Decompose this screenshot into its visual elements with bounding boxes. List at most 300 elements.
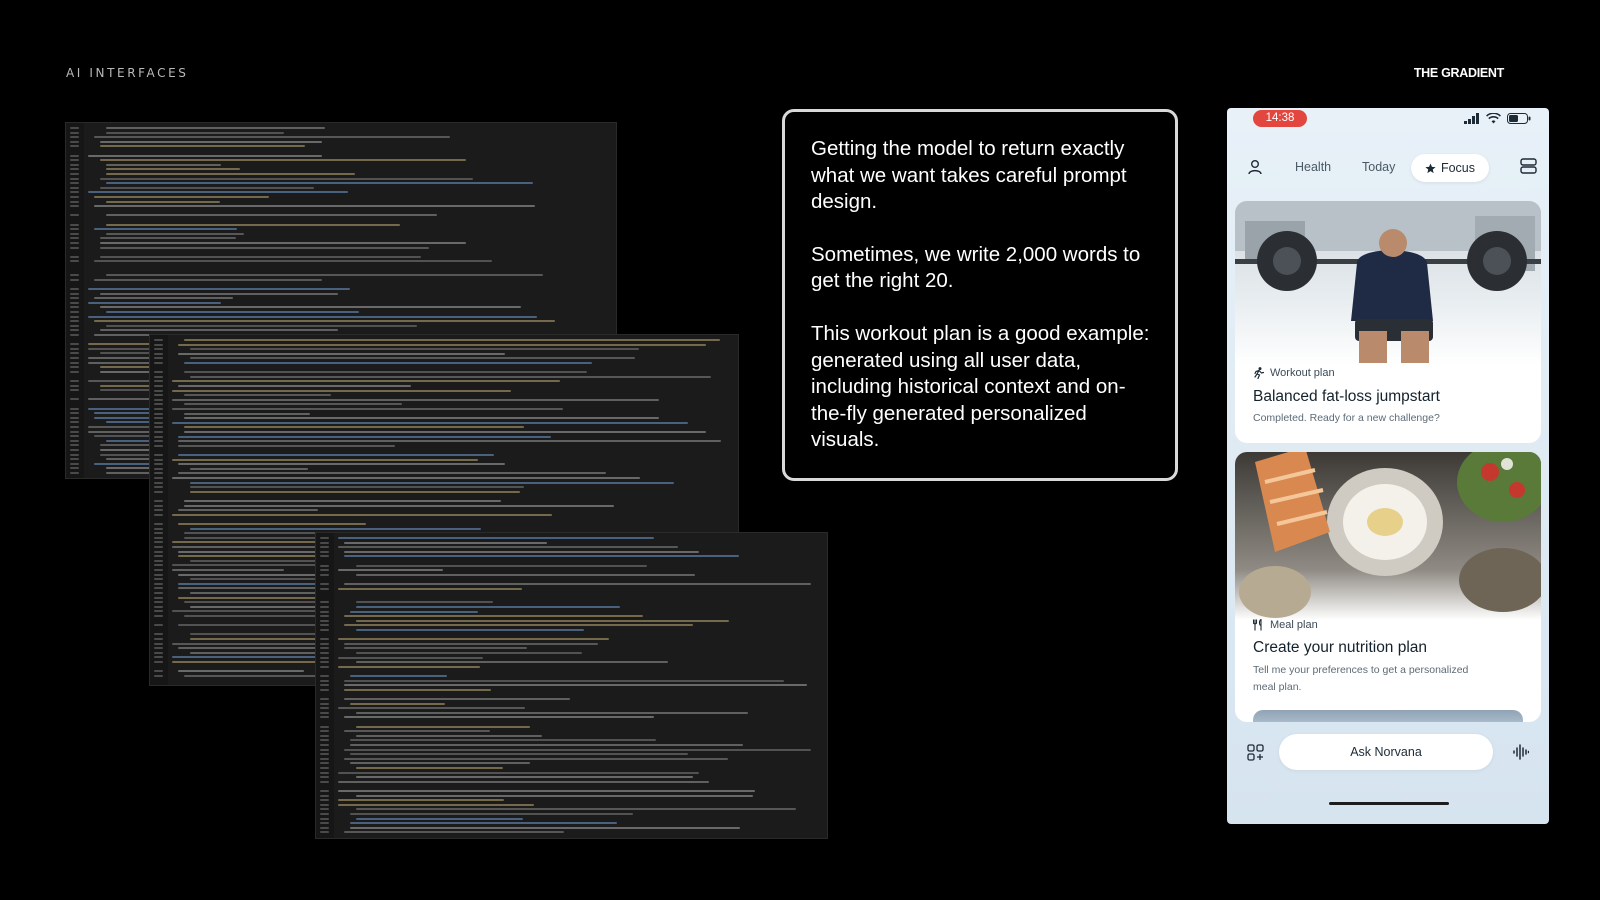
code-line: [100, 329, 338, 331]
code-line: [70, 205, 79, 207]
code-line: [70, 454, 79, 456]
code-line: [344, 758, 728, 760]
code-line: [320, 753, 329, 755]
code-line: [178, 344, 706, 346]
code-line: [178, 523, 366, 525]
code-line: [338, 638, 609, 640]
code-line: [350, 744, 743, 746]
code-line: [154, 606, 163, 608]
code-line: [320, 767, 329, 769]
code-line: [190, 486, 524, 488]
code-line: [320, 629, 329, 631]
code-line: [320, 551, 329, 553]
code-line: [320, 666, 329, 668]
code-line: [350, 822, 617, 824]
code-line: [70, 325, 79, 327]
apps-grid-icon[interactable]: [1247, 744, 1264, 761]
code-line: [172, 408, 563, 410]
code-line: [100, 141, 322, 143]
code-line: [70, 417, 79, 419]
code-line: [320, 818, 329, 820]
code-line: [320, 735, 329, 737]
code-line: [350, 611, 478, 613]
code-line: [154, 482, 163, 484]
code-line: [356, 735, 542, 737]
code-line: [344, 647, 527, 649]
running-person-icon: [1253, 367, 1264, 379]
code-line: [154, 514, 163, 516]
code-line: [154, 445, 163, 447]
code-line: [338, 666, 480, 668]
meal-kicker: [1253, 619, 1318, 631]
code-line: [320, 652, 329, 654]
stack-menu-icon[interactable]: [1520, 158, 1537, 174]
code-line: [338, 707, 525, 709]
code-line: [184, 403, 402, 405]
code-line: [106, 182, 533, 184]
code-line: [106, 224, 400, 226]
code-line: [320, 799, 329, 801]
code-line: [70, 385, 79, 387]
code-line: [70, 178, 79, 180]
code-line: [106, 274, 543, 276]
code-line: [106, 164, 221, 166]
meal-photo: [1235, 452, 1541, 620]
code-line: [320, 537, 329, 539]
code-line: [154, 555, 163, 557]
code-line: [70, 408, 79, 410]
code-line: [178, 509, 318, 511]
code-line: [70, 426, 79, 428]
code-line: [154, 505, 163, 507]
code-line: [320, 620, 329, 622]
code-line: [100, 187, 314, 189]
code-line: [178, 436, 551, 438]
code-line: [344, 555, 739, 557]
code-line: [70, 380, 79, 382]
code-line: [70, 362, 79, 364]
code-line: [320, 781, 329, 783]
workout-plan-card[interactable]: [1235, 201, 1541, 443]
code-line: [344, 680, 784, 682]
code-line: [154, 615, 163, 617]
code-line: [154, 362, 163, 364]
code-line: [356, 661, 668, 663]
code-line: [154, 675, 163, 677]
meal-kicker-label: Meal plan: [1270, 619, 1318, 631]
code-line: [320, 583, 329, 585]
code-line: [320, 707, 329, 709]
signal-icon: [1464, 113, 1480, 124]
code-line: [172, 477, 640, 479]
code-line: [70, 159, 79, 161]
code-line: [356, 565, 647, 567]
profile-icon[interactable]: [1247, 159, 1263, 175]
wifi-icon: [1486, 113, 1501, 124]
meal-plan-card[interactable]: [1235, 452, 1541, 722]
code-line: [320, 698, 329, 700]
code-line: [356, 776, 693, 778]
code-line: [320, 657, 329, 659]
code-line: [184, 371, 587, 373]
code-line: [338, 588, 522, 590]
code-line: [154, 601, 163, 603]
code-line: [320, 689, 329, 691]
code-line: [70, 302, 79, 304]
code-line: [320, 730, 329, 732]
home-indicator: [1329, 802, 1449, 805]
code-line: [100, 306, 521, 308]
code-line: [338, 804, 534, 806]
code-line: [154, 569, 163, 571]
code-line: [172, 459, 478, 461]
code-line: [70, 279, 79, 281]
code-line: [350, 739, 656, 741]
bottom-bar: [1227, 730, 1549, 824]
workout-photo: [1235, 201, 1541, 366]
code-line: [320, 758, 329, 760]
code-line: [190, 468, 308, 470]
section-label: AI INTERFACES: [66, 66, 189, 80]
code-line: [338, 657, 483, 659]
code-line: [154, 532, 163, 534]
code-line: [320, 726, 329, 728]
code-line: [344, 716, 654, 718]
code-line: [70, 242, 79, 244]
code-line: [320, 569, 329, 571]
code-line: [356, 629, 584, 631]
code-line: [88, 155, 322, 157]
code-line: [172, 380, 560, 382]
code-line: [94, 228, 237, 230]
code-line: [356, 712, 748, 714]
code-line: [154, 454, 163, 456]
code-line: [172, 569, 284, 571]
code-line: [106, 168, 240, 170]
code-line: [338, 781, 709, 783]
code-line: [70, 173, 79, 175]
workout-kicker-label: Workout plan: [1270, 367, 1335, 379]
code-line: [356, 808, 796, 810]
code-line: [154, 583, 163, 585]
battery-icon: [1507, 113, 1531, 124]
code-line: [70, 431, 79, 433]
code-line: [100, 293, 338, 295]
code-line: [320, 680, 329, 682]
code-line: [184, 426, 524, 428]
code-line: [100, 242, 466, 244]
code-line: [154, 509, 163, 511]
code-line: [154, 624, 163, 626]
code-line: [320, 638, 329, 640]
code-line: [154, 500, 163, 502]
code-line: [100, 237, 236, 239]
code-line: [154, 537, 163, 539]
code-line: [70, 187, 79, 189]
code-line: [172, 422, 688, 424]
code-line: [154, 597, 163, 599]
code-line: [184, 500, 501, 502]
code-line: [88, 191, 348, 193]
code-line: [70, 182, 79, 184]
code-line: [178, 440, 721, 442]
code-line: [70, 371, 79, 373]
code-line: [172, 390, 511, 392]
code-line: [70, 297, 79, 299]
code-line: [320, 795, 329, 797]
code-line: [70, 458, 79, 460]
code-line: [320, 606, 329, 608]
code-line: [320, 712, 329, 714]
code-line: [106, 132, 284, 134]
prompt-code-screenshot-3: [316, 533, 827, 838]
code-line: [338, 537, 654, 539]
code-line: [178, 463, 505, 465]
code-line: [70, 440, 79, 442]
code-line: [356, 818, 523, 820]
code-line: [154, 643, 163, 645]
code-line: [70, 224, 79, 226]
code-line: [344, 698, 570, 700]
code-line: [70, 472, 79, 474]
code-line: [100, 159, 466, 161]
code-line: [94, 320, 555, 322]
code-line: [100, 145, 305, 147]
code-line: [100, 178, 473, 180]
code-line: [350, 675, 447, 677]
code-line: [94, 260, 492, 262]
code-line: [106, 127, 325, 129]
code-line: [320, 684, 329, 686]
tab-focus-label: Focus: [1440, 161, 1476, 175]
code-line: [172, 399, 659, 401]
code-line: [338, 546, 678, 548]
code-line: [350, 703, 445, 705]
meal-title: Create your nutrition plan: [1253, 639, 1428, 656]
code-line: [184, 417, 659, 419]
code-line: [154, 652, 163, 654]
meal-description: Tell me your preferences to get a personalized meal plan.: [1253, 664, 1469, 693]
code-line: [356, 606, 620, 608]
code-line: [106, 233, 244, 235]
fork-knife-icon: [1253, 619, 1264, 631]
tab-health[interactable]: Health: [1295, 160, 1332, 174]
code-line: [320, 675, 329, 677]
code-line: [356, 601, 493, 603]
tab-today[interactable]: Today: [1362, 160, 1396, 174]
code-line: [356, 726, 530, 728]
code-line: [178, 454, 494, 456]
code-line: [70, 320, 79, 322]
code-line: [100, 256, 421, 258]
code-line: [88, 302, 221, 304]
code-line: [190, 376, 711, 378]
code-line: [88, 288, 350, 290]
code-line: [154, 578, 163, 580]
code-line: [88, 316, 537, 318]
tab-focus[interactable]: [1411, 154, 1489, 182]
code-line: [154, 491, 163, 493]
code-line: [344, 583, 811, 585]
code-line: [154, 431, 163, 433]
code-line: [320, 822, 329, 824]
code-line: [178, 385, 411, 387]
code-line: [94, 196, 269, 198]
code-line: [190, 491, 520, 493]
code-line: [154, 371, 163, 373]
status-icons: [1464, 113, 1531, 124]
code-line: [154, 523, 163, 525]
code-line: [350, 813, 633, 815]
code-line: [70, 136, 79, 138]
code-line: [106, 214, 437, 216]
code-line: [320, 574, 329, 576]
code-line: [320, 661, 329, 663]
code-line: [184, 505, 614, 507]
code-line: [184, 431, 706, 433]
workout-title: Balanced fat-loss jumpstart: [1253, 388, 1440, 405]
code-line: [70, 389, 79, 391]
code-line: [320, 744, 329, 746]
code-line: [154, 376, 163, 378]
code-line: [154, 661, 163, 663]
code-line: [344, 542, 547, 544]
code-line: [94, 279, 322, 281]
code-line: [184, 532, 332, 534]
code-line: [184, 394, 331, 396]
code-line: [172, 514, 552, 516]
code-line: [154, 408, 163, 410]
code-line: [106, 173, 355, 175]
code-line: [344, 749, 811, 751]
code-line: [356, 620, 729, 622]
code-line: [320, 615, 329, 617]
phone-screen: [1227, 108, 1549, 824]
code-line: [94, 205, 535, 207]
status-bar: [1227, 108, 1549, 138]
code-line: [70, 274, 79, 276]
code-line: [70, 435, 79, 437]
code-line: [184, 339, 720, 341]
code-line: [154, 647, 163, 649]
code-line: [350, 762, 530, 764]
code-line: [154, 638, 163, 640]
top-nav: [1227, 152, 1549, 182]
code-line: [320, 790, 329, 792]
code-line: [106, 311, 359, 313]
code-line: [338, 799, 504, 801]
code-line: [70, 343, 79, 345]
code-line: [154, 413, 163, 415]
code-line: [338, 772, 699, 774]
code-line: [94, 136, 450, 138]
code-line: [344, 684, 807, 686]
code-line: [70, 348, 79, 350]
code-line: [70, 357, 79, 359]
code-line: [154, 348, 163, 350]
code-line: [70, 256, 79, 258]
brand-logo: THE GRADIENT: [1413, 66, 1504, 80]
code-line: [190, 348, 639, 350]
code-line: [320, 542, 329, 544]
code-line: [154, 560, 163, 562]
code-line: [70, 228, 79, 230]
code-line: [100, 247, 429, 249]
quote-paragraph-2: Sometimes, we write 2,000 words to get the right 20.: [811, 242, 1141, 293]
code-line: [344, 730, 490, 732]
code-line: [70, 155, 79, 157]
code-line: [356, 574, 695, 576]
code-line: [154, 468, 163, 470]
code-line: [344, 615, 643, 617]
code-line: [178, 445, 395, 447]
code-line: [344, 689, 491, 691]
code-line: [154, 422, 163, 424]
quote-paragraph-1: Getting the model to return exactly what we want takes careful prompt design.: [811, 137, 1127, 214]
code-line: [320, 772, 329, 774]
code-line: [70, 127, 79, 129]
code-line: [70, 449, 79, 451]
code-line: [190, 482, 674, 484]
code-line: [320, 565, 329, 567]
code-line: [154, 353, 163, 355]
code-line: [350, 827, 740, 829]
code-line: [70, 288, 79, 290]
code-line: [154, 463, 163, 465]
code-line: [70, 247, 79, 249]
code-line: [154, 399, 163, 401]
code-line: [154, 551, 163, 553]
code-line: [70, 334, 79, 336]
code-line: [320, 813, 329, 815]
code-line: [344, 643, 598, 645]
quote-box: [782, 109, 1178, 481]
code-line: [350, 753, 688, 755]
code-line: [70, 233, 79, 235]
code-line: [320, 588, 329, 590]
code-line: [154, 670, 163, 672]
code-line: [154, 436, 163, 438]
meal-card-button[interactable]: [1253, 710, 1523, 722]
code-line: [320, 804, 329, 806]
code-line: [70, 196, 79, 198]
voice-wave-icon[interactable]: [1513, 744, 1529, 760]
quote-paragraph-3: This workout plan is a good example: generated using all user data, including historical context and on-the-fly generated personalized visuals.: [811, 321, 1150, 452]
code-line: [154, 486, 163, 488]
code-line: [184, 413, 310, 415]
code-line: [344, 551, 699, 553]
code-line: [356, 795, 753, 797]
code-line: [106, 325, 417, 327]
code-line: [70, 293, 79, 295]
code-line: [70, 412, 79, 414]
code-line: [320, 546, 329, 548]
code-line: [154, 592, 163, 594]
code-line: [154, 344, 163, 346]
code-line: [356, 767, 503, 769]
status-time: 14:38: [1253, 110, 1307, 127]
workout-description: Completed. Ready for a new challenge?: [1253, 412, 1440, 424]
code-line: [154, 528, 163, 530]
code-line: [154, 390, 163, 392]
code-line: [154, 459, 163, 461]
code-line: [154, 477, 163, 479]
code-line: [154, 339, 163, 341]
code-line: [70, 311, 79, 313]
ask-input[interactable]: Ask Norvana: [1279, 734, 1493, 770]
code-line: [184, 362, 592, 364]
code-line: [320, 703, 329, 705]
